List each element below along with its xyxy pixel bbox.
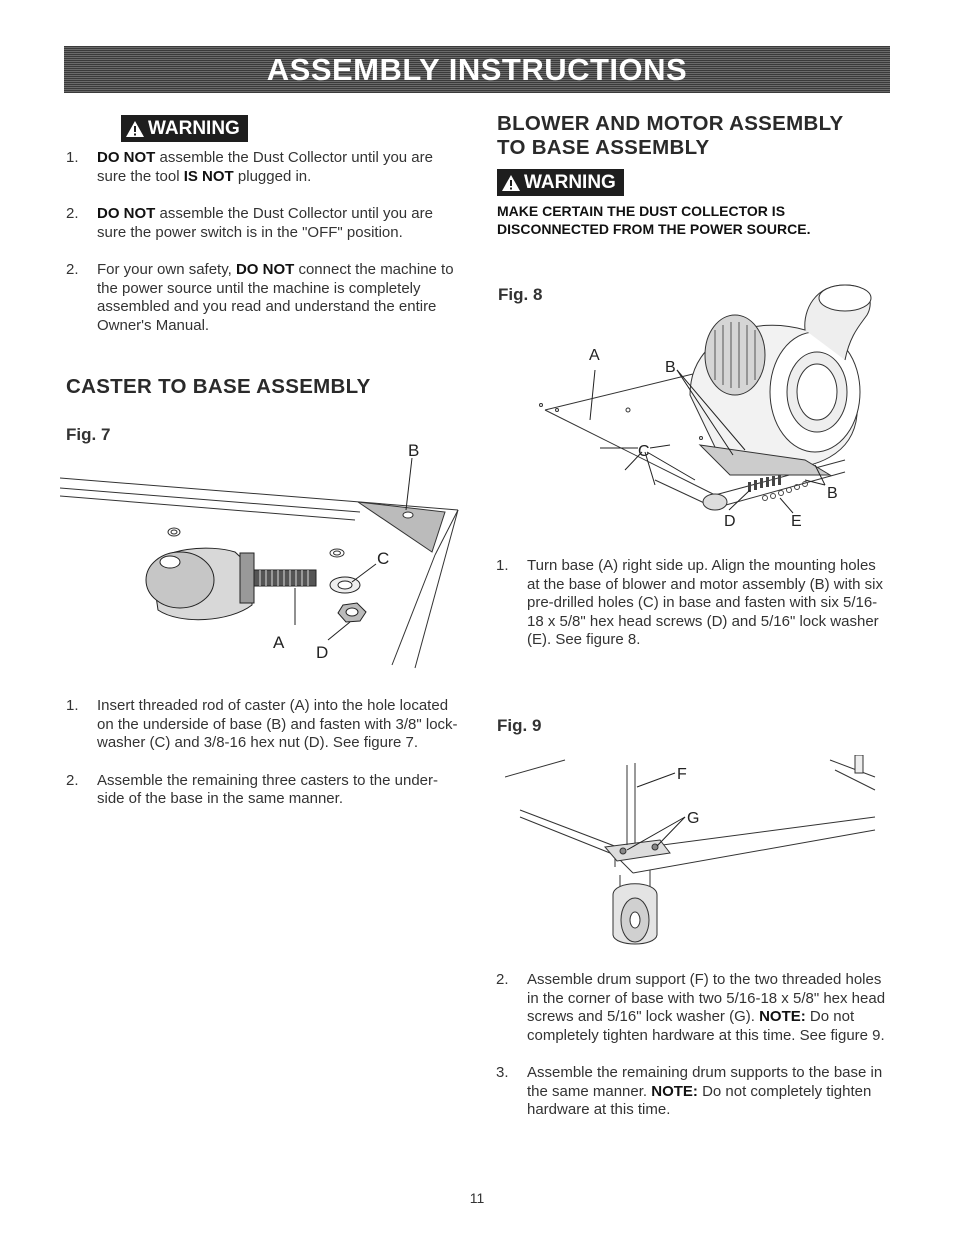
caster-section-title: CASTER TO BASE ASSEMBLY (66, 375, 371, 398)
fig7-callout-b: B (408, 441, 420, 460)
fig7-callout-c: C (377, 549, 390, 568)
list-item: 2. For your own safety, DO NOT connect the machine to the power source until the machine is completely assembled and you read and understand the entire Owner's Manual. (66, 261, 454, 334)
fig7-callout-a: A (273, 633, 285, 652)
fig8-illustration (505, 280, 885, 530)
fig8-label: Fig. 8 (498, 285, 543, 304)
fig7-label: Fig. 7 (66, 425, 111, 444)
fig8-callout-d: D (724, 513, 736, 530)
fig9-label: Fig. 9 (497, 716, 542, 735)
warning-label: WARNING (524, 171, 616, 193)
list-item: 2. Assemble drum support (F) to the two threaded holes in the corner of base with two 5/16-18 x 5/8" hex head screws and 5/16" lock washer (G). NOTE: Do not completely tighten hardware at this time. See figure 9. (496, 971, 886, 1044)
section-header (64, 46, 890, 93)
blower-section-title: BLOWER AND MOTOR ASSEMBLY TO BASE ASSEMBLY (497, 112, 844, 159)
warning-badge (497, 169, 624, 196)
fig7-callout-d: D (316, 643, 329, 662)
list-item: 1. Insert threaded rod of caster (A) into the hole located on the underside of base (B) and fasten with 3/8" lock-washer (C) and 3/8-16 hex nut (D). See figure 7. (66, 697, 458, 751)
fig8-callout-c: C (638, 443, 650, 460)
list-item: 2. DO NOT assemble the Dust Collector until you are sure the power switch is in the "OFF" position. (66, 205, 433, 241)
list-item: 1. Turn base (A) right side up. Align the mounting holes at the base of blower and motor assembly (B) with six pre-drilled holes (C) in base and fasten with six 5/16-18 x 5/8" hex head screws (D) and 5/16" lock washer (E). See figure 8. (496, 557, 883, 648)
section-title: ASSEMBLY INSTRUCTIONS (266, 51, 688, 87)
warning-triangle-icon (501, 174, 521, 192)
warning-list (66, 149, 458, 335)
list-item: 2. Assemble the remaining three casters to the under-side of the base in the same manner. (66, 771, 439, 807)
page-number: 11 (469, 1190, 485, 1206)
fig7-illustration (60, 440, 470, 675)
blower-steps-list (496, 557, 891, 650)
fig8-callout-b-top: B (665, 359, 676, 376)
list-item: 1. DO NOT assemble the Dust Collector until you are sure the tool IS NOT plugged in. (66, 149, 433, 185)
fig9-callout-f: F (677, 766, 687, 783)
fig9-callout-g: G (687, 810, 700, 827)
caster-steps-list (66, 697, 458, 809)
list-item: 3. Assemble the remaining drum supports to the base in the same manner. NOTE: Do not completely tighten hardware at this time. (496, 1064, 883, 1118)
drum-steps-list (496, 971, 891, 1120)
fig9-illustration (505, 755, 880, 955)
fig8-callout-e: E (791, 513, 802, 530)
warning-label: WARNING (148, 117, 240, 139)
fig8-callout-a: A (589, 347, 600, 364)
disconnect-warning: MAKE CERTAIN THE DUST COLLECTOR IS DISCONNECTED FROM THE POWER SOURCE. (497, 203, 811, 237)
fig8-callout-b-bottom: B (827, 485, 838, 502)
warning-badge (121, 115, 248, 142)
warning-triangle-icon (125, 120, 145, 138)
